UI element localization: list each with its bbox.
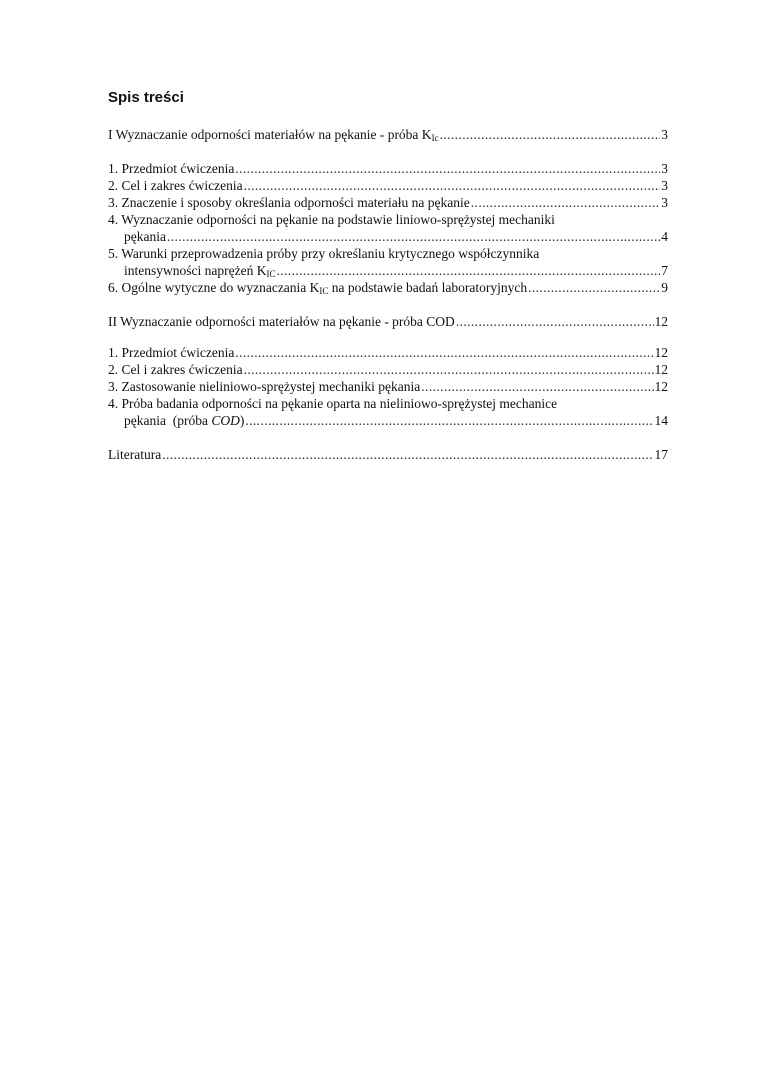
toc-entry-1-4[interactable] <box>108 211 668 245</box>
toc-entry-1-3[interactable] <box>108 194 668 211</box>
toc-entry-label: 2. Cel i zakres ćwiczenia <box>108 362 243 377</box>
toc-entry-2-3[interactable] <box>108 378 668 395</box>
toc-entry-label: 3. Zastosowanie nieliniowo-sprężystej mechaniki pękania <box>108 379 421 394</box>
leader-dots <box>244 177 661 194</box>
toc-entry-label: 3. Znaczenie i sposoby określania odporności materiału na pękanie <box>108 195 470 210</box>
leader-dots <box>471 194 660 211</box>
toc-entry-label: 1. Przedmiot ćwiczenia <box>108 345 235 360</box>
toc-entry-label-continued: pękania (próba <box>124 413 212 428</box>
toc-title: Spis treści <box>108 89 184 106</box>
toc-entry-label-continued: intensywności naprężeń K <box>124 263 267 278</box>
toc-subscript: IC <box>266 269 276 279</box>
leader-dots <box>162 446 653 463</box>
toc-entry-1-1[interactable] <box>108 160 668 177</box>
toc-page-number: 7 <box>661 263 668 278</box>
toc-entry-part-2[interactable] <box>108 313 668 330</box>
leader-dots <box>235 160 660 177</box>
leader-dots <box>276 262 660 279</box>
leader-dots <box>456 313 654 330</box>
toc-page-number: 12 <box>654 362 668 377</box>
leader-dots <box>421 378 653 395</box>
toc-page-number: 12 <box>654 379 668 394</box>
toc-page-number: 3 <box>661 127 668 142</box>
toc-entry-label-continued: pękania <box>124 229 166 244</box>
toc-entry-2-2[interactable] <box>108 361 668 378</box>
toc-entry-1-2[interactable] <box>108 177 668 194</box>
toc-entry-label: II Wyznaczanie odporności materiałów na pękanie - próba COD <box>108 314 455 329</box>
toc-entry-label: I Wyznaczanie odporności materiałów na pękanie - próba K <box>108 127 432 142</box>
toc-page-number: 3 <box>661 195 668 210</box>
table-of-contents <box>108 126 668 463</box>
toc-entry-label: 5. Warunki przeprowadzenia próby przy określaniu krytycznego współczynnika <box>108 246 540 261</box>
toc-entry-label: 6. Ogólne wytyczne do wyznaczania K <box>108 280 320 295</box>
toc-entry-emphasis: COD <box>211 413 240 428</box>
toc-entry-1-6[interactable] <box>108 279 668 296</box>
toc-subscript: IC <box>319 286 329 296</box>
toc-page-number: 14 <box>654 413 668 428</box>
toc-entry-2-4[interactable] <box>108 395 668 429</box>
toc-entry-1-5[interactable] <box>108 245 668 279</box>
leader-dots <box>440 126 661 143</box>
toc-page-number: 3 <box>661 161 668 176</box>
toc-entry-label: Literatura <box>108 447 162 462</box>
leader-dots <box>528 279 660 296</box>
leader-dots <box>167 228 660 245</box>
leader-dots <box>245 412 653 429</box>
toc-subscript: Ic <box>431 133 439 143</box>
toc-page-number: 17 <box>654 447 668 462</box>
toc-entry-label: 4. Wyznaczanie odporności na pękanie na podstawie liniowo-sprężystej mechaniki <box>108 212 555 227</box>
toc-page-number: 9 <box>661 280 668 295</box>
leader-dots <box>244 361 654 378</box>
toc-page-number: 4 <box>661 229 668 244</box>
toc-entry-literature[interactable] <box>108 446 668 463</box>
toc-entry-part-1[interactable] <box>108 126 668 143</box>
toc-entry-label-rest: na podstawie badań laboratoryjnych <box>328 280 528 295</box>
toc-entry-2-1[interactable] <box>108 344 668 361</box>
toc-entry-label-rest: ) <box>239 413 245 428</box>
toc-page-number: 12 <box>654 314 668 329</box>
toc-page-number: 3 <box>661 178 668 193</box>
leader-dots <box>235 344 653 361</box>
toc-entry-label: 2. Cel i zakres ćwiczenia <box>108 178 243 193</box>
toc-entry-label: 1. Przedmiot ćwiczenia <box>108 161 235 176</box>
toc-page-number: 12 <box>654 345 668 360</box>
toc-entry-label: 4. Próba badania odporności na pękanie oparta na nieliniowo-sprężystej mechanice <box>108 396 558 411</box>
